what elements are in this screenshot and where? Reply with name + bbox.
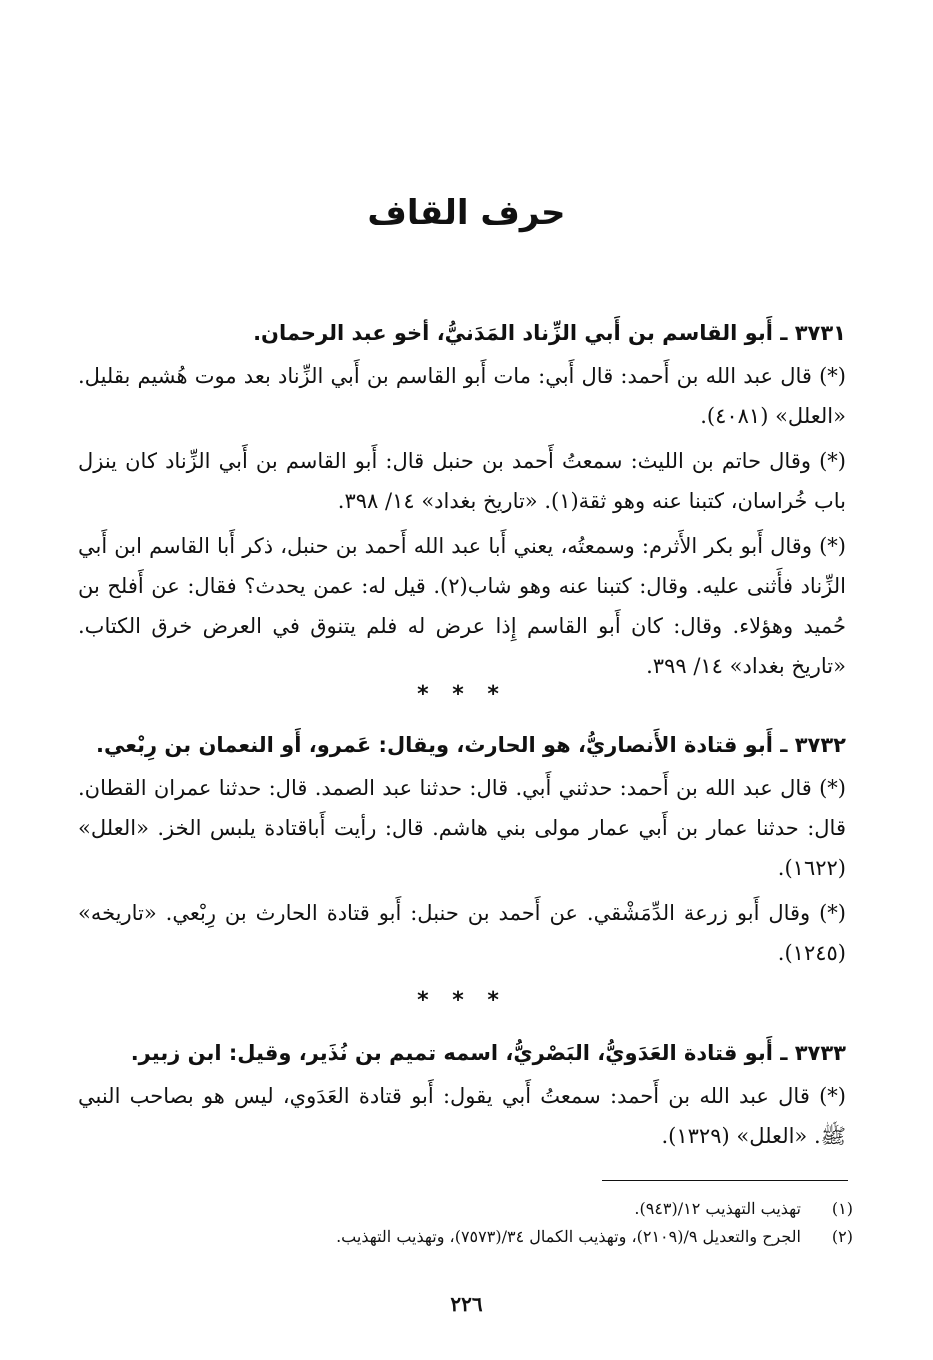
footnote-number: (٢) — [831, 1227, 853, 1246]
entry-paragraph: (*) قال عبد الله بن أَحمد: قال أَبي: مات أَبو القاسم بن أَبي الزِّناد بعد موت هُشيم بقليل. «العلل» (٤٠٨١). — [78, 364, 846, 428]
entry-paragraph: (*) قال عبد الله بن أَحمد: حدثني أَبي. قال: حدثنا عبد الصمد. قال: حدثنا عمران القطان. قال: حدثنا عمار بن أَبي عمار مولى بني هاشم. قال: رأيت أَباقتادة يلبس الخز. «العلل» (١٦٢٢). — [78, 776, 846, 880]
entry-heading: ٣٧٣٢ ـ أَبو قتادة الأَنصاريُّ، هو الحارث، ويقال: عَمرو، أَو النعمان بن رِبْعي. — [96, 733, 846, 757]
section-separator: * * * — [417, 682, 507, 707]
entry-3732 — [78, 730, 846, 978]
entry-paragraph: (*) وقال أَبو زرعة الدِّمَشْقي. عن أَحمد بن حنبل: أَبو قتادة الحارث بن رِبْعي. «تاريخه» (١٢٤٥). — [78, 901, 846, 965]
entry-paragraph: (*) وقال حاتم بن الليث: سمعتُ أَحمد بن حنبل قال: أَبو القاسم بن أَبي الزِّناد كان ينزل باب خُراسان، كتبنا عنه وهو ثقة(١). «تاريخ بغداد» ١٤/ ٣٩٨. — [78, 449, 846, 513]
entry-heading: ٣٧٣٣ ـ أَبو قتادة العَدَويُّ، البَصْريُّ، اسمه تميم بن نُذَير، وقيل: ابن زبير. — [130, 1041, 846, 1065]
footnote-text: تهذيب التهذيب ١٢/(٩٤٣). — [634, 1199, 801, 1218]
footnote-text: الجرح والتعديل ٩/(٢١٠٩)، وتهذيب الكمال ٣٤/(٧٥٧٣)، وتهذيب التهذيب. — [336, 1227, 801, 1246]
footnote-item — [153, 1195, 853, 1223]
section-separator: * * * — [417, 988, 507, 1013]
entry-paragraph: (*) وقال أَبو بكر الأَثرم: وسمعتُه، يعني أَبا عبد الله أَحمد بن حنبل، ذكر أَبا القاسم ابن أَبي الزِّناد فأَثنى عليه. وقال: كتبنا عنه وهو شاب(٢). قيل له: عمن يحدث؟ فقال: عن أَفلح بن حُميد وهؤلاء. وقال: كان أَبو القاسم إِذا عرض له فلم يتنوق في العرض خرق الكتاب. «تاريخ بغداد» ١٤/ ٣٩٩. — [78, 534, 846, 678]
footnote-divider — [602, 1180, 848, 1181]
footnotes — [153, 1195, 853, 1251]
footnote-number: (١) — [831, 1199, 853, 1218]
chapter-title: حرف القاف — [367, 193, 566, 233]
entry-3731 — [78, 318, 846, 691]
entry-paragraph: (*) قال عبد الله بن أَحمد: سمعتُ أَبي يقول: أَبو قتادة العَدَوي، ليس هو بصاحب النبي ﷺ. «العلل» (١٣٢٩). — [78, 1084, 846, 1148]
footnote-item — [153, 1223, 853, 1251]
page-number: ٢٢٦ — [450, 1292, 483, 1316]
entry-3733 — [78, 1038, 846, 1161]
entry-heading: ٣٧٣١ ـ أَبو القاسم بن أَبي الزِّناد المَدَنيُّ، أخو عبد الرحمان. — [253, 321, 846, 345]
